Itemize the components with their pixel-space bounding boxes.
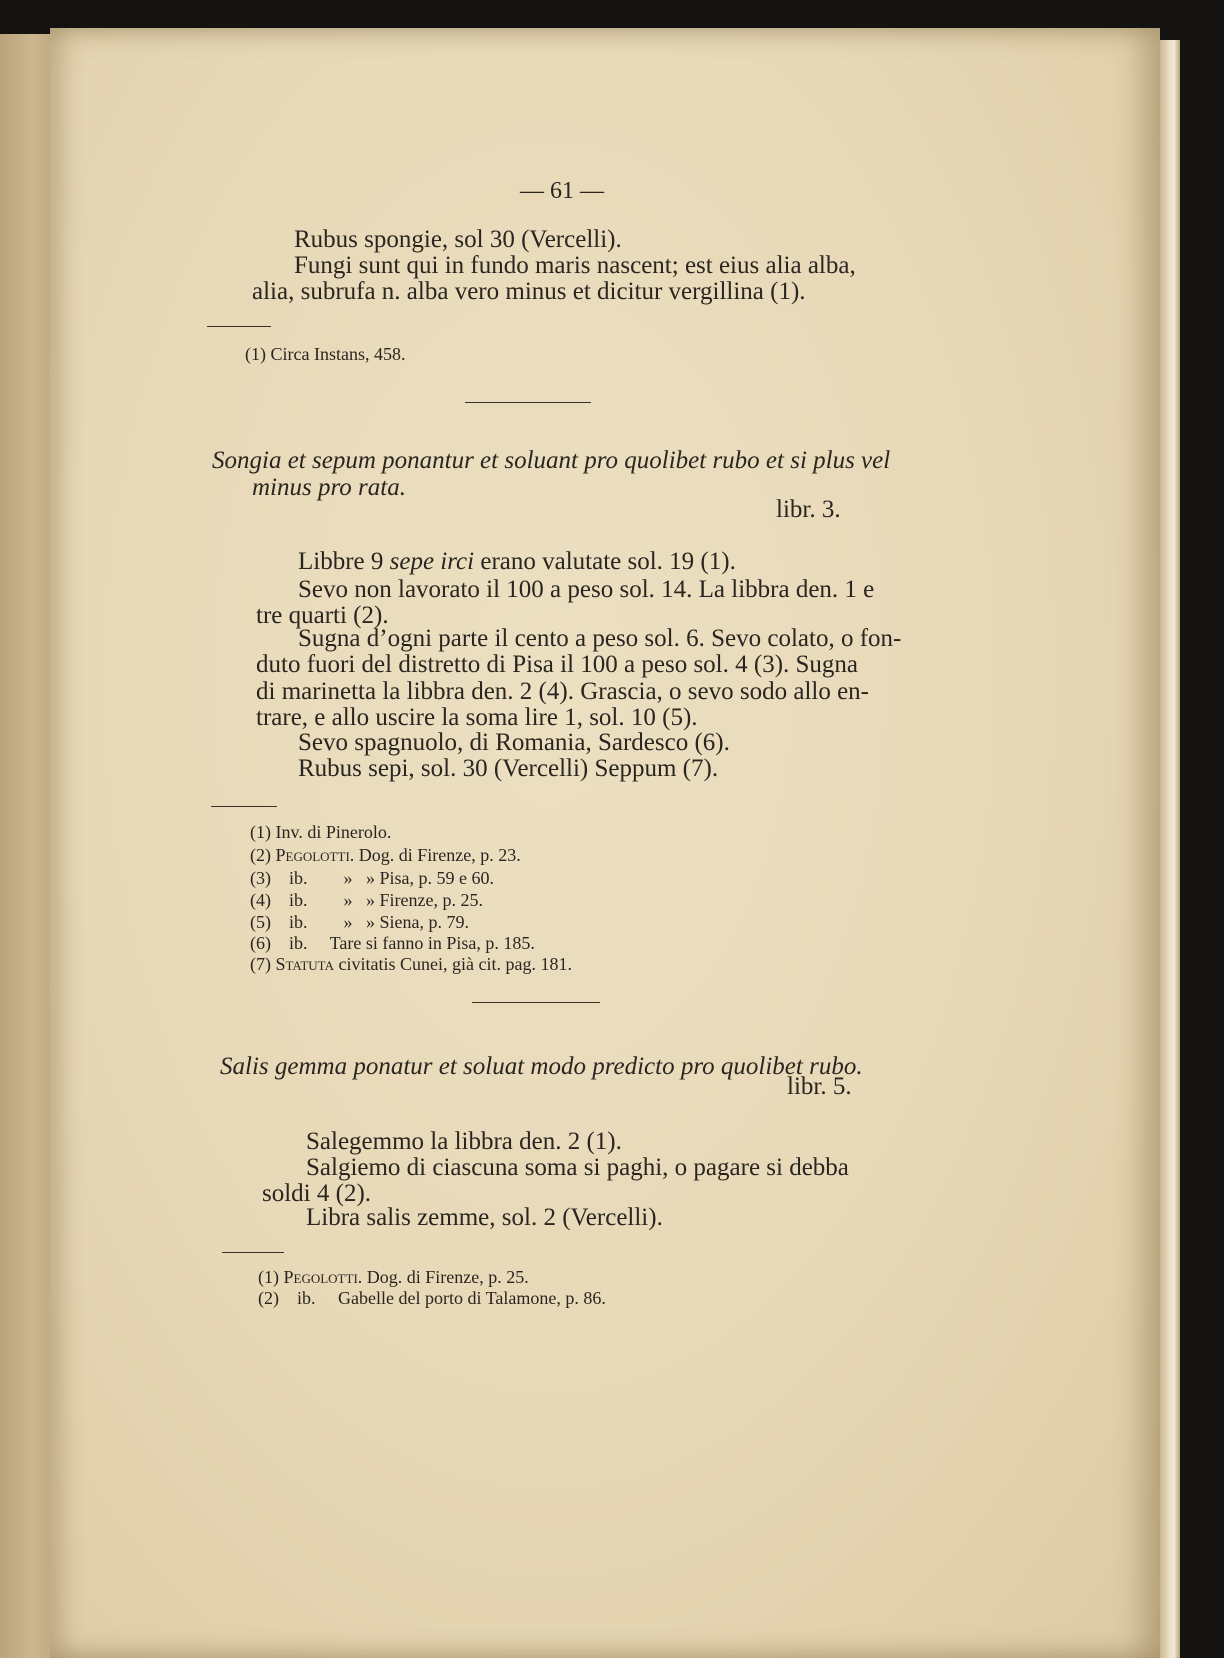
footnote: (1) Circa Instans, 458. — [245, 344, 406, 364]
text-line: Salgiemo di ciascuna soma si paghi, o pagare si debba — [306, 1154, 849, 1181]
text-line: Rubus spongie, sol 30 (Vercelli). — [294, 226, 622, 253]
text-line: Fungi sunt qui in fundo maris nascent; est eius alia alba, — [294, 252, 856, 279]
section-heading: Salis gemma ponatur et soluat modo predicto pro quolibet rubo. — [220, 1053, 863, 1080]
tariff-amount: libr. 5. — [787, 1073, 852, 1100]
text-line: Salegemmo la libbra den. 2 (1). — [306, 1128, 622, 1155]
footnote: (1) Inv. di Pinerolo. — [250, 822, 392, 842]
footnote: (6) ib. Tare si fanno in Pisa, p. 185. — [250, 933, 535, 953]
text-line: Sugna d’ogni parte il cento a peso sol. 6. Sevo colato, o fon- — [298, 625, 902, 652]
text-line: tre quarti (2). — [256, 602, 389, 629]
left-page-edge — [0, 34, 54, 1658]
footnote: (5) ib. » » Siena, p. 79. — [250, 912, 469, 932]
page-stack-edge — [1160, 40, 1180, 1658]
page-number: — 61 — — [520, 178, 604, 204]
footnote: (2) ib. Gabelle del porto di Talamone, p. 86. — [258, 1288, 606, 1308]
tariff-amount: libr. 3. — [776, 496, 841, 523]
text-line: Sevo spagnuolo, di Romania, Sardesco (6). — [298, 729, 730, 756]
footnote-rule — [207, 326, 271, 327]
text-line: duto fuori del distretto di Pisa il 100 a peso sol. 4 (3). Sugna — [256, 651, 859, 678]
text-line: Libbre 9 sepe irci erano valutate sol. 19 (1). — [298, 548, 736, 575]
footnote-rule — [222, 1252, 284, 1253]
text-line: Libra salis zemme, sol. 2 (Vercelli). — [306, 1204, 663, 1231]
text-line: Rubus sepi, sol. 30 (Vercelli) Seppum (7). — [298, 755, 719, 782]
text-line: Sevo non lavorato il 100 a peso sol. 14. La libbra den. 1 e — [298, 576, 875, 603]
footnote: (2) Pegolotti. Dog. di Firenze, p. 23. — [250, 845, 521, 865]
footnote-rule — [211, 806, 277, 807]
section-divider — [472, 1002, 600, 1003]
text-line: trare, e allo uscire la soma lire 1, sol. 10 (5). — [256, 704, 698, 731]
text-line: di marinetta la libbra den. 2 (4). Grascia, o sevo sodo allo en- — [256, 678, 870, 705]
text-line: alia, subrufa n. alba vero minus et dicitur vergillina (1). — [252, 278, 806, 305]
section-heading-cont: minus pro rata. — [252, 474, 406, 501]
footnote: (3) ib. » » Pisa, p. 59 e 60. — [250, 868, 494, 888]
footnote: (1) Pegolotti. Dog. di Firenze, p. 25. — [258, 1267, 529, 1287]
footnote: (4) ib. » » Firenze, p. 25. — [250, 890, 483, 910]
text-line: soldi 4 (2). — [262, 1180, 372, 1207]
section-divider — [465, 402, 591, 403]
section-heading: Songia et sepum ponantur et soluant pro quolibet rubo et si plus vel — [212, 447, 891, 474]
footnote: (7) Statuta civitatis Cunei, già cit. pag. 181. — [250, 954, 572, 974]
